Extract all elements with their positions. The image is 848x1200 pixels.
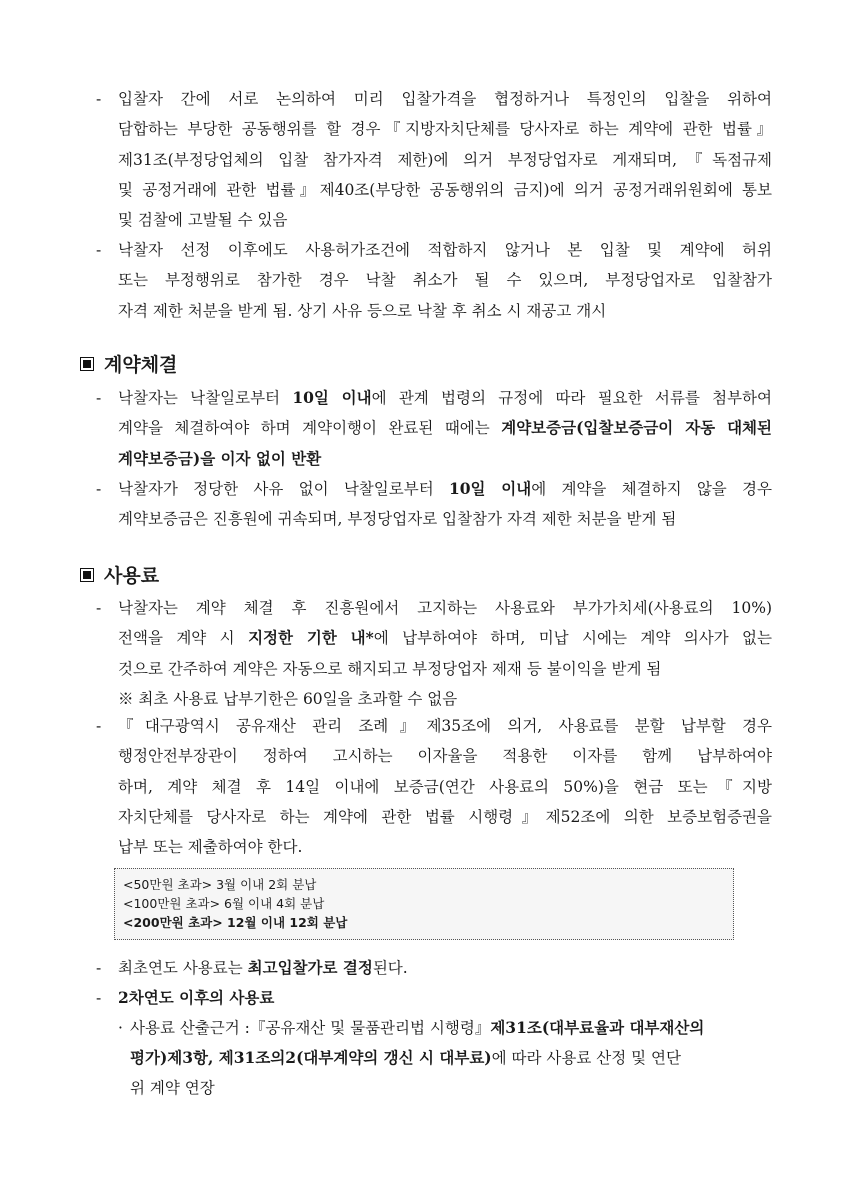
square-bullet-icon [80,568,94,582]
dash-bullet: - [96,717,102,735]
section-heading-contract [80,350,177,377]
dash-bullet: - [96,959,102,977]
text-line: 사용료 산출근거 :『공유재산 및 물품관리법 시행령』제31조(대부료율과 대부재산의 [130,1018,705,1037]
installment-row: <200만원 초과> 12월 이내 12회 분납 [123,915,348,930]
text-line: 행정안전부장관이 정하여 고시하는 이자율을 적용한 이자를 함께 납부하여야 [118,747,772,766]
text-line: 위 계약 연장 [130,1079,215,1097]
section-title: 계약체결 [104,354,178,376]
section-heading-fee [80,561,159,588]
text-line: 및 공정거래에 관한 법률』제40조(부당한 공동행위의 금지)에 의거 공정거래위원회에 통보 [118,180,772,199]
text-line: 낙찰자는 계약 체결 후 진흥원에서 고지하는 사용료와 부가가치세(사용료의 10%) [118,599,772,617]
award-cancel-item [96,235,772,326]
installment-row: <100만원 초과> 6월 이내 4회 분납 [123,896,325,911]
text-line: 낙찰자가 정당한 사유 없이 낙찰일로부터 10일 이내에 계약을 체결하지 않을 경우 [118,479,773,498]
text-line: 2차연도 이후의 사용료 [118,988,275,1007]
text-line: 전액을 계약 시 지정한 기한 내*에 납부하여야 하며, 미납 시에는 계약 의사가 없는 [118,628,772,648]
text-line: 자치단체를 당사자로 하는 계약에 관한 법률 시행령』제52조에 의한 보증보험증권을 [118,807,772,826]
installment-row: <50만원 초과> 3월 이내 2회 분납 [123,877,317,892]
text-line: 제31조(부정당업체의 입찰 참가자격 제한)에 의거 부정당업자로 게재되며,『독점규제 [118,150,772,169]
text-line: 입찰자 간에 서로 논의하여 미리 입찰가격을 협정하거나 특정인의 입찰을 위하여 [118,90,772,108]
fee-payment-item [96,593,772,684]
installment-table-box [114,868,734,940]
contract-deadline-item [96,383,772,474]
fee-deadline-note: ※ 최초 사용료 납부기한은 60일을 초과할 수 없음 [118,690,458,708]
text-line: 납부 또는 제출하여야 한다. [118,838,303,857]
text-line: 또는 부정행위로 참가한 경우 낙찰 취소가 될 수 있으며, 부정당업자로 입찰참가 [118,271,772,290]
dash-bullet: - [96,90,102,108]
dash-bullet: - [96,241,102,259]
fee-basis-subitem [118,1013,772,1103]
bid-collusion-item [96,84,772,235]
section-title: 사용료 [104,565,160,587]
text-line: 낙찰자 선정 이후에도 사용허가조건에 적합하지 않거나 본 입찰 및 계약에 허위 [118,241,772,259]
second-year-fee-item [96,983,772,1013]
middle-dot-bullet: · [118,1019,123,1037]
dash-bullet: - [96,989,102,1007]
text-line: 것으로 간주하여 계약은 자동으로 해지되고 부정당업자 제재 등 불이익을 받게 됨 [118,659,662,678]
text-line: 하며, 계약 체결 후 14일 이내에 보증금(연간 사용료의 50%)을 현금 또는『지방 [118,777,772,796]
square-bullet-icon [80,357,94,371]
text-line: 『대구광역시 공유재산 관리 조례』제35조에 의거, 사용료를 분할 납부할 경우 [118,717,772,735]
text-line: 계약을 체결하여야 하며 계약이행이 완료된 때에는 계약보증금(입찰보증금이 자동 대체된 [118,418,773,438]
text-line: 담합하는 부당한 공동행위를 할 경우『지방자치단체를 당사자로 하는 계약에 관한 법률』 [118,120,772,139]
dash-bullet: - [96,599,102,617]
text-line: 최초연도 사용료는 최고입찰가로 결정된다. [118,958,408,977]
text-line: 평가)제3항, 제31조의2(대부계약의 갱신 시 대부료)에 따라 사용료 산정 및 연단 [130,1048,681,1067]
text-line: 계약보증금은 진흥원에 귀속되며, 부정당업자로 입찰참가 자격 제한 처분을 받게 됨 [118,510,677,529]
text-line: 계약보증금)을 이자 없이 반환 [118,448,322,468]
dash-bullet: - [96,480,102,498]
installment-item [96,711,772,862]
first-year-fee-item [96,953,772,983]
dash-bullet: - [96,389,102,407]
text-line: 자격 제한 처분을 받게 됨. 상기 사유 등으로 낙찰 후 취소 시 재공고 개시 [118,301,607,320]
text-line: 낙찰자는 낙찰일로부터 10일 이내에 관계 법령의 규정에 따라 필요한 서류를 첨부하여 [118,388,772,407]
contract-failure-item [96,474,772,535]
text-line: 및 검찰에 고발될 수 있음 [118,211,288,230]
